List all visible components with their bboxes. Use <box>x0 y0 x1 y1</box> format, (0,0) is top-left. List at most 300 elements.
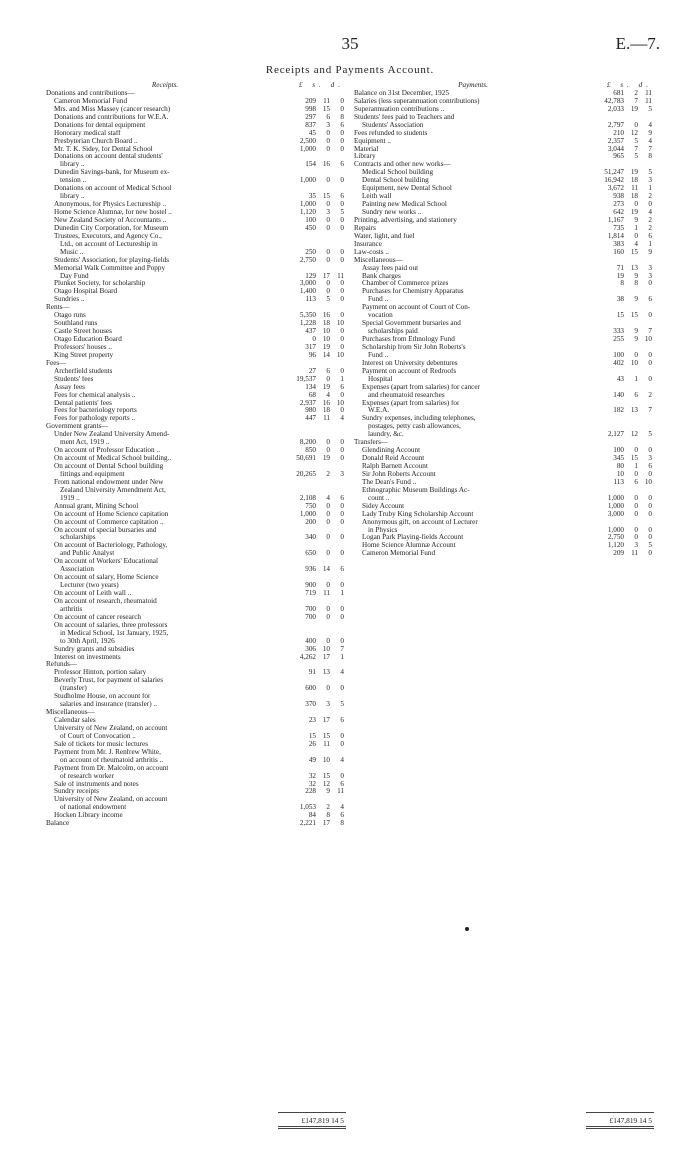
row-label: Donations and contributions— <box>46 89 135 97</box>
pounds-value: 980 <box>305 406 316 415</box>
row-label: scholarships paid <box>368 328 418 336</box>
account-row <box>354 542 652 550</box>
row-label: New Zealand Society of Accountants .. <box>54 216 167 224</box>
row-label: Fund .. <box>368 296 389 304</box>
pounds-value: 297 <box>305 112 316 121</box>
row-label: on account of rheumatoid arthritis .. <box>60 756 164 764</box>
row-label: Day Fund <box>60 272 89 280</box>
pounds-value: 936 <box>305 565 316 574</box>
account-row <box>46 781 344 789</box>
shillings-value: 0 <box>326 549 330 558</box>
shillings-value: 0 <box>326 215 330 224</box>
row-label: Water, light, and fuel <box>354 232 415 240</box>
pounds-value: 100 <box>305 215 316 224</box>
account-row <box>354 415 652 423</box>
payments-header <box>354 82 652 90</box>
account-row <box>46 407 344 415</box>
pence-value: 0 <box>340 144 344 153</box>
row-label: Expenses (apart from salaries) for <box>362 399 460 407</box>
pounds-value: 8 <box>620 279 624 288</box>
shillings-value: 11 <box>323 96 330 105</box>
shillings-value: 9 <box>634 271 638 280</box>
row-label: Ralph Barnett Account <box>362 463 428 470</box>
pounds-value: 2,357 <box>607 136 624 145</box>
section-heading <box>46 661 344 669</box>
row-label: Professors' houses .. <box>54 343 112 351</box>
pence-value: 0 <box>648 509 652 518</box>
row-label: postages, petty cash allowances, <box>368 423 461 431</box>
shillings-value: 0 <box>634 469 638 478</box>
pence-value: 2 <box>648 390 652 399</box>
pence-value: 0 <box>340 509 344 518</box>
pounds-value: 1,167 <box>607 215 624 224</box>
pence-value: 11 <box>645 96 652 105</box>
pounds-value: 900 <box>305 581 316 590</box>
shillings-value: 12 <box>322 779 330 788</box>
row-label: Anonymous gift, on account of Lecturer <box>362 518 478 526</box>
pounds-value: 1,400 <box>299 287 316 296</box>
pounds-value: 1,000 <box>299 200 316 209</box>
shillings-value: 5 <box>326 295 330 304</box>
account-row <box>46 479 344 487</box>
row-label: Glendining Account <box>362 447 421 455</box>
shillings-value: 8 <box>326 811 330 820</box>
account-row <box>46 606 344 614</box>
account-row <box>46 98 344 106</box>
pence-value: 0 <box>340 604 344 613</box>
pence-value: 1 <box>340 652 344 661</box>
row-label: arthritis <box>60 605 83 613</box>
pence-value: 6 <box>648 231 652 240</box>
shillings-value: 16 <box>322 311 330 320</box>
shillings-value: 0 <box>326 517 330 526</box>
pounds-value: 154 <box>305 160 316 169</box>
pence-value: 9 <box>648 128 652 137</box>
shillings-value: 0 <box>326 136 330 145</box>
shillings-value: 16 <box>322 160 330 169</box>
account-row <box>46 336 344 344</box>
account-row <box>46 558 344 566</box>
pounds-value: 1,814 <box>607 231 624 240</box>
row-label: Donations on account of Medical School <box>54 185 172 193</box>
pounds-value: 1,000 <box>607 501 624 510</box>
account-row <box>46 654 344 662</box>
account-row <box>354 217 652 225</box>
shillings-value: 12 <box>630 128 638 137</box>
shillings-value: 0 <box>326 144 330 153</box>
pounds-value: 1,000 <box>299 509 316 518</box>
row-label: Otago runs <box>54 312 86 320</box>
pence-value: 0 <box>340 406 344 415</box>
shillings-value: 0 <box>326 684 330 693</box>
pounds-value: 3,000 <box>299 279 316 288</box>
pounds-value: 402 <box>613 358 624 367</box>
row-label: Superannuation contributions .. <box>354 105 445 113</box>
row-label: (transfer) <box>60 685 87 693</box>
row-label: On account of special bursaries and <box>54 526 157 534</box>
row-label: Hocken Library income <box>54 812 123 820</box>
shillings-value: 14 <box>322 350 330 359</box>
shillings-value: 6 <box>634 477 638 486</box>
row-label: of national endowment <box>60 804 127 812</box>
pence-value: 1 <box>648 239 652 248</box>
row-label: Students' fees paid to Teachers and <box>354 113 455 121</box>
row-label: Expenses (apart from salaries) for cancer <box>362 383 480 391</box>
pounds-value: 27 <box>308 366 316 375</box>
section-heading <box>46 360 344 368</box>
pounds-value: 600 <box>305 684 316 693</box>
pence-value: 0 <box>648 533 652 542</box>
row-label: Medical School building <box>362 169 434 177</box>
pounds-value: 2,500 <box>299 136 316 145</box>
shillings-value: 0 <box>326 636 330 645</box>
row-label: Payment from Mr. J. Renfrew White, <box>54 748 161 756</box>
pounds-value: 96 <box>308 350 316 359</box>
row-label: Equipment .. <box>354 137 391 145</box>
pence-value: 6 <box>648 295 652 304</box>
row-label: Miscellaneous— <box>354 256 403 264</box>
pence-value: 2 <box>648 223 652 232</box>
account-row <box>46 471 344 479</box>
row-label: Sale of tickets for music lectures <box>54 740 149 748</box>
pounds-value: 5,350 <box>299 311 316 320</box>
row-label: Fees for chemical analysis .. <box>54 391 136 399</box>
account-row <box>354 511 652 519</box>
pence-value: 0 <box>340 96 344 105</box>
account-row <box>46 519 344 527</box>
account-row <box>46 495 344 503</box>
row-label: Contracts and other new works— <box>354 161 451 169</box>
row-label: of research worker <box>60 772 114 780</box>
shillings-value: 10 <box>322 327 330 336</box>
shillings-value: 4 <box>326 493 330 502</box>
pounds-value: 45 <box>308 128 316 137</box>
row-label: The Dean's Fund .. <box>362 478 417 486</box>
account-row <box>46 788 344 796</box>
shillings-value: 9 <box>634 327 638 336</box>
pounds-value: 650 <box>305 549 316 558</box>
row-label: Students' Association <box>362 121 424 129</box>
pence-value: 0 <box>340 247 344 256</box>
row-label: Material <box>354 145 379 153</box>
shillings-value: 8 <box>634 279 638 288</box>
pence-value: 7 <box>648 327 652 336</box>
pounds-value: 0 <box>312 335 316 343</box>
payments-units: £ s. d. <box>606 81 652 89</box>
account-row <box>354 122 652 130</box>
pence-value: 10 <box>336 398 344 407</box>
row-label: Dunedin City Corporation, for Museum <box>54 224 169 232</box>
account-row <box>46 400 344 408</box>
row-label: Mr. T. K. Sidey, for Dental School <box>54 145 153 153</box>
shillings-value: 19 <box>322 454 330 463</box>
row-label: King Street property <box>54 351 114 359</box>
pence-value: 6 <box>340 382 344 391</box>
row-label: Lecturer (two years) <box>60 582 119 590</box>
pence-value: 0 <box>648 350 652 359</box>
page-number: 35 <box>341 34 359 53</box>
row-label: Interest on investments <box>54 653 121 661</box>
account-row <box>354 479 652 487</box>
pounds-value: 437 <box>305 327 316 336</box>
pence-value: 6 <box>340 565 344 574</box>
pounds-value: 100 <box>613 350 624 359</box>
account-row <box>354 407 652 415</box>
shillings-value: 2 <box>326 469 330 478</box>
account-row <box>46 685 344 693</box>
account-row <box>354 344 652 352</box>
account-row <box>46 384 344 392</box>
row-label: On account of Workers' Educational <box>54 558 158 566</box>
row-label: library .. <box>60 161 85 169</box>
pence-value: 0 <box>340 279 344 288</box>
account-row <box>46 757 344 765</box>
row-label: On account of Medical School building.. <box>54 455 172 463</box>
shillings-value: 0 <box>634 493 638 502</box>
account-row <box>354 146 652 154</box>
account-row <box>46 765 344 773</box>
row-label: Sidey Account <box>362 502 405 510</box>
pence-value: 0 <box>648 525 652 534</box>
account-row <box>46 749 344 757</box>
row-label: Purchases from Ethnology Fund <box>362 336 455 343</box>
shillings-value: 6 <box>634 390 638 399</box>
shillings-value: 5 <box>634 136 638 145</box>
shillings-value: 11 <box>323 589 330 597</box>
account-row <box>46 693 344 701</box>
account-row <box>46 344 344 352</box>
pounds-value: 129 <box>305 271 316 280</box>
pounds-value: 91 <box>308 668 316 677</box>
row-label: Interest on University debentures <box>362 359 458 367</box>
account-row <box>46 257 344 265</box>
shillings-value: 11 <box>323 414 330 423</box>
account-row <box>46 669 344 677</box>
row-label: Cameron Memorial Fund <box>54 97 128 105</box>
row-label: laundry, &c. <box>368 431 404 439</box>
row-label: Printing, advertising, and stationery <box>354 216 457 224</box>
pence-value: 8 <box>340 112 344 121</box>
shillings-value: 0 <box>326 612 330 621</box>
pence-value: 4 <box>648 208 652 216</box>
shillings-value: 13 <box>322 668 330 677</box>
row-label: Donald Reid Account <box>362 455 425 463</box>
row-label: Equipment, new Dental School <box>362 185 452 193</box>
pounds-value: 50,691 <box>296 454 316 463</box>
pence-value: 3 <box>648 176 652 185</box>
account-row <box>46 376 344 384</box>
shillings-value: 0 <box>634 501 638 510</box>
account-row <box>354 360 652 368</box>
shillings-value: 17 <box>322 271 330 280</box>
row-label: Sundries .. <box>54 296 85 304</box>
row-label: Law-costs .. <box>354 248 389 256</box>
account-row <box>354 193 652 201</box>
shillings-value: 13 <box>630 406 638 415</box>
pounds-value: 998 <box>305 104 316 113</box>
row-label: Sundry expenses, including telephones, <box>362 415 476 423</box>
row-label: Zealand University Amendment Act, <box>60 486 166 494</box>
shillings-value: 2 <box>326 803 330 812</box>
shillings-value: 0 <box>634 446 638 455</box>
account-row <box>354 280 652 288</box>
row-label: Donations and contributions for W.E.A. <box>54 113 169 121</box>
row-label: Students' fees <box>54 375 94 383</box>
row-label: Payment on account of Redroofs <box>362 367 457 375</box>
shillings-value: 0 <box>326 176 330 185</box>
pounds-value: 250 <box>305 247 316 256</box>
pence-value: 6 <box>648 462 652 470</box>
pounds-value: 450 <box>305 223 316 232</box>
shillings-value: 3 <box>634 541 638 550</box>
pence-value: 0 <box>648 279 652 288</box>
account-row <box>46 146 344 154</box>
receipts-rows <box>46 90 344 828</box>
pounds-value: 965 <box>613 152 624 161</box>
shillings-value: 15 <box>322 771 330 780</box>
pounds-value: 447 <box>305 414 316 423</box>
account-row <box>354 328 652 336</box>
pence-value: 8 <box>340 819 344 828</box>
pounds-value: 200 <box>305 517 316 526</box>
pence-value: 0 <box>340 446 344 455</box>
pence-value: 7 <box>340 644 344 653</box>
row-label: Plunket Society, for scholarship <box>54 280 146 288</box>
section-heading <box>46 423 344 431</box>
shillings-value: 18 <box>630 192 638 201</box>
row-label: vocation <box>368 312 393 320</box>
account-row <box>46 296 344 304</box>
shillings-value: 0 <box>634 200 638 209</box>
shillings-value: 15 <box>322 192 330 201</box>
pounds-value: 750 <box>305 501 316 510</box>
row-label: On account of Professor Education .. <box>54 447 160 455</box>
pounds-value: 51,247 <box>604 168 624 177</box>
shillings-value: 0 <box>634 120 638 129</box>
row-label: Logan Park Playing-fields Account <box>362 534 464 542</box>
row-label: Special Government bursaries and <box>362 320 461 328</box>
pounds-value: 113 <box>613 477 624 486</box>
receipts-column <box>46 82 344 828</box>
pence-value: 0 <box>340 136 344 145</box>
row-label: Refunds— <box>46 661 78 669</box>
pounds-value: 228 <box>305 787 316 796</box>
shillings-value: 14 <box>322 565 330 574</box>
pounds-value: 735 <box>613 223 624 232</box>
shillings-value: 17 <box>322 716 330 724</box>
row-label: Fees for bacteriology reports <box>54 407 137 415</box>
pounds-value: 26 <box>308 739 316 748</box>
pounds-value: 15 <box>616 311 624 320</box>
pounds-value: 32 <box>308 771 316 780</box>
account-row <box>46 630 344 638</box>
pence-value: 6 <box>340 811 344 820</box>
row-label: Southland runs <box>54 320 98 328</box>
row-label: in Medical School, 1st January, 1925, <box>60 629 169 637</box>
pence-value: 5 <box>648 430 652 439</box>
row-label: Leith wall <box>362 193 392 201</box>
pence-value: 3 <box>340 469 344 478</box>
row-label: Payment on account of Court of Con- <box>362 304 471 312</box>
shillings-value: 19 <box>630 208 638 216</box>
shillings-value: 15 <box>630 247 638 256</box>
pounds-value: 383 <box>613 239 624 248</box>
pounds-value: 35 <box>308 192 316 201</box>
shillings-value: 19 <box>322 382 330 391</box>
pence-value: 2 <box>648 192 652 201</box>
account-row <box>46 638 344 646</box>
account-row <box>46 820 344 828</box>
shillings-value: 10 <box>630 358 638 367</box>
pence-value: 6 <box>340 160 344 169</box>
pounds-value: 10 <box>616 469 624 478</box>
pounds-value: 49 <box>308 755 316 764</box>
shillings-value: 0 <box>326 374 330 383</box>
shillings-value: 19 <box>322 342 330 351</box>
row-label: Archerfield students <box>54 367 113 375</box>
pence-value: 0 <box>340 200 344 209</box>
pence-value: 0 <box>340 255 344 264</box>
account-row <box>354 296 652 304</box>
pounds-value: 400 <box>305 636 316 645</box>
account-row <box>354 233 652 241</box>
pence-value: 11 <box>337 787 344 796</box>
pence-value: 0 <box>340 295 344 304</box>
row-label: Painting new Medical School <box>362 201 447 209</box>
row-label: Students' Association, for playing-fields <box>54 256 170 264</box>
account-row <box>46 717 344 725</box>
pence-value: 10 <box>336 350 344 359</box>
account-row <box>46 741 344 749</box>
account-row <box>46 574 344 582</box>
account-row <box>46 177 344 185</box>
row-label: Presbyterian Church Board .. <box>54 137 138 145</box>
payments-heading: Payments. <box>458 81 488 89</box>
shillings-value: 0 <box>634 509 638 518</box>
account-row <box>46 185 344 193</box>
shillings-value: 3 <box>326 700 330 709</box>
pence-value: 5 <box>648 104 652 113</box>
row-label: University of New Zealand, on account <box>54 724 168 732</box>
pence-value: 4 <box>340 414 344 423</box>
row-label: On account of Home Science capitation <box>54 510 169 518</box>
row-label: scholarships <box>60 534 96 542</box>
pence-value: 0 <box>340 533 344 542</box>
account-row <box>46 217 344 225</box>
account-row <box>46 622 344 630</box>
account-row <box>46 328 344 336</box>
row-label: Lady Truby King Scholarship Account <box>362 510 474 518</box>
row-label: 1919 .. <box>60 494 80 502</box>
pounds-value: 2,797 <box>607 120 624 129</box>
row-label: Fees for pathology reports .. <box>54 415 136 423</box>
shillings-value: 0 <box>326 223 330 232</box>
pounds-value: 68 <box>308 390 316 399</box>
pence-value: 7 <box>648 144 652 153</box>
pence-value: 0 <box>340 612 344 621</box>
shillings-value: 4 <box>326 390 330 399</box>
shillings-value: 9 <box>634 335 638 343</box>
account-row <box>46 804 344 812</box>
shillings-value: 18 <box>630 176 638 185</box>
section-heading <box>354 257 652 265</box>
pounds-value: 134 <box>305 382 316 391</box>
shillings-value: 11 <box>631 549 638 558</box>
row-label: Otago Education Board <box>54 336 122 343</box>
account-row <box>354 376 652 384</box>
row-label: fittings and equipment <box>60 470 125 478</box>
account-row <box>354 384 652 392</box>
